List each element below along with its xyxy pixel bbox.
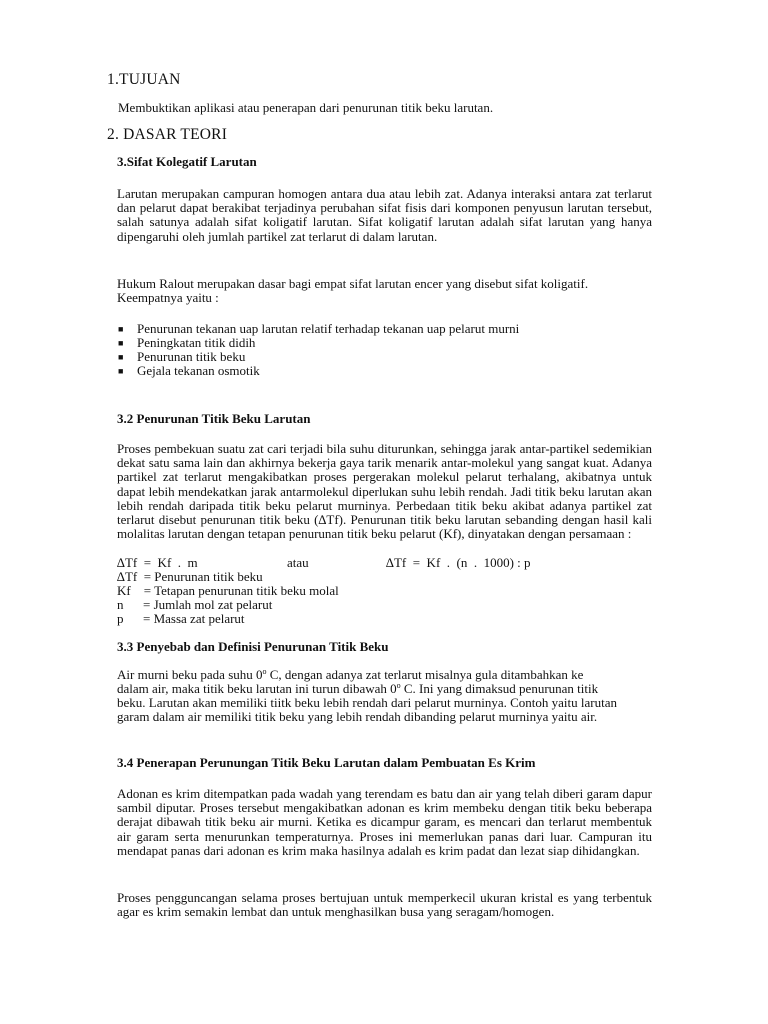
bullet-marker-icon: ■ — [118, 324, 124, 334]
definition-row: Kf = Tetapan penurunan titik beku molal — [117, 583, 339, 598]
formula-left: ∆Tf = Kf . m — [117, 555, 198, 570]
tujuan-text: Membuktikan aplikasi atau penerapan dari penurunan titik beku larutan. — [118, 100, 494, 115]
list-item: ■ Penurunan titik beku — [118, 349, 246, 364]
section-3-3-paragraph-rest: beku. Larutan akan memiliki tiitk beku lebih rendah dari pelarut murninya. Contoh yaitu larutan garam dalam air memiliki titik beku yang lebih rendah dibanding pelarut murninya yaitu air. — [117, 695, 617, 725]
section-3-2-heading: 3.2 Penurunan Titik Beku Larutan — [117, 411, 311, 426]
section-3-2-paragraph: Proses pembekuan suatu zat cari terjadi bila suhu diturunkan, sehingga jarak antar-partikel sedemikian dekat satu sama lain dan akhirnya bekerja gaya tarik menarik antar-molekul yang sangat kuat. Adanya partikel zat terlarut mengakibatkan proses pergerakan molekul pelarut terhalang, akibatnya untuk dapat lebih mendekatkan jarak antarmolekul diperlukan suhu lebih rendah. Jadi titik beku larutan akan lebih rendah daripada titik beku pelarut murninya. Perbedaan titik beku akibat adanya partikel zat terlarut disebut penurunan titik beku (∆Tf). Penurunan titik beku larutan sebanding dengan hasil kali molalitas larutan dengan tetapan penurunan titik beku pelarut (Kf), dinyatakan dengan persamaan : — [117, 441, 652, 542]
section-3-4-paragraph-1: Adonan es krim ditempatkan pada wadah yang terendam es batu dan air yang telah diberi garam dapur sambil diputar. Proses tersebut mengakibatkan adonan es krim membeku dengan titik beku beberapa derajat dibawah titik beku air murni. Ketika es dicampur garam, es mencari dan terlarut membentuk air garam serta menurunkan temperaturnya. Proses ini memerlukan panas dari luar. Campuran itu mendapat panas dari adonan es krim maka hasilnya adalah es krim padat dan lezat siap dihidangkan. — [117, 786, 652, 858]
formula-or: atau — [287, 555, 309, 570]
section-3-3-line-2: dalam air, maka titik beku larutan ini turun dibawah 0$^o$ C. Ini yang dimaksud penurunan titik — [117, 681, 599, 696]
section-3-paragraph-1: Larutan merupakan campuran homogen antara dua atau lebih zat. Adanya interaksi antara zat terlarut dan pelarut dapat berakibat terjadinya perubahan sifat fisis dari komponen penyusun larutan tersebut, salah satunya adalah sifat koligatif larutan. Sifat koligatif larutan adalah sifat larutan yang hanya dipengaruhi oleh jumlah partikel zat terlarut di dalam larutan. — [117, 186, 652, 244]
definition-row: p = Massa zat pelarut — [117, 611, 245, 626]
list-item: ■ Peningkatan titik didih — [118, 335, 256, 350]
list-item: ■ Gejala tekanan osmotik — [118, 363, 260, 378]
bullet-marker-icon: ■ — [118, 338, 124, 348]
section-3-3-line-1: Air murni beku pada suhu 0$^o$ C, dengan adanya zat terlarut misalnya gula ditambahkan ke — [117, 667, 584, 682]
formula-right: ∆Tf = Kf . (n . 1000) : p — [386, 555, 531, 570]
section-3-3-heading: 3.3 Penyebab dan Definisi Penurunan Titik Beku — [117, 639, 389, 654]
definition-row: ∆Tf = Penurunan titik beku — [117, 569, 263, 584]
tujuan-heading: 1.TUJUAN — [107, 71, 181, 88]
section-3-4-heading: 3.4 Penerapan Perunungan Titik Beku Larutan dalam Pembuatan Es Krim — [117, 755, 536, 770]
section-3-paragraph-2: Hukum Ralout merupakan dasar bagi empat sifat larutan encer yang disebut sifat koligatif. Keempatnya yaitu : — [117, 276, 589, 306]
dasar-teori-heading: 2. DASAR TEORI — [107, 126, 228, 143]
section-3-heading: 3.Sifat Kolegatif Larutan — [117, 154, 257, 169]
definition-row: n = Jumlah mol zat pelarut — [117, 597, 273, 612]
list-item: ■ Penurunan tekanan uap larutan relatif terhadap tekanan uap pelarut murni — [118, 321, 520, 336]
bullet-marker-icon: ■ — [118, 366, 124, 376]
section-3-4-paragraph-2: Proses pengguncangan selama proses bertujuan untuk memperkecil ukuran kristal es yang terbentuk agar es krim semakin lembat dan untuk menghasilkan busa yang seragam/homogen. — [117, 890, 652, 920]
bullet-marker-icon: ■ — [118, 352, 124, 362]
